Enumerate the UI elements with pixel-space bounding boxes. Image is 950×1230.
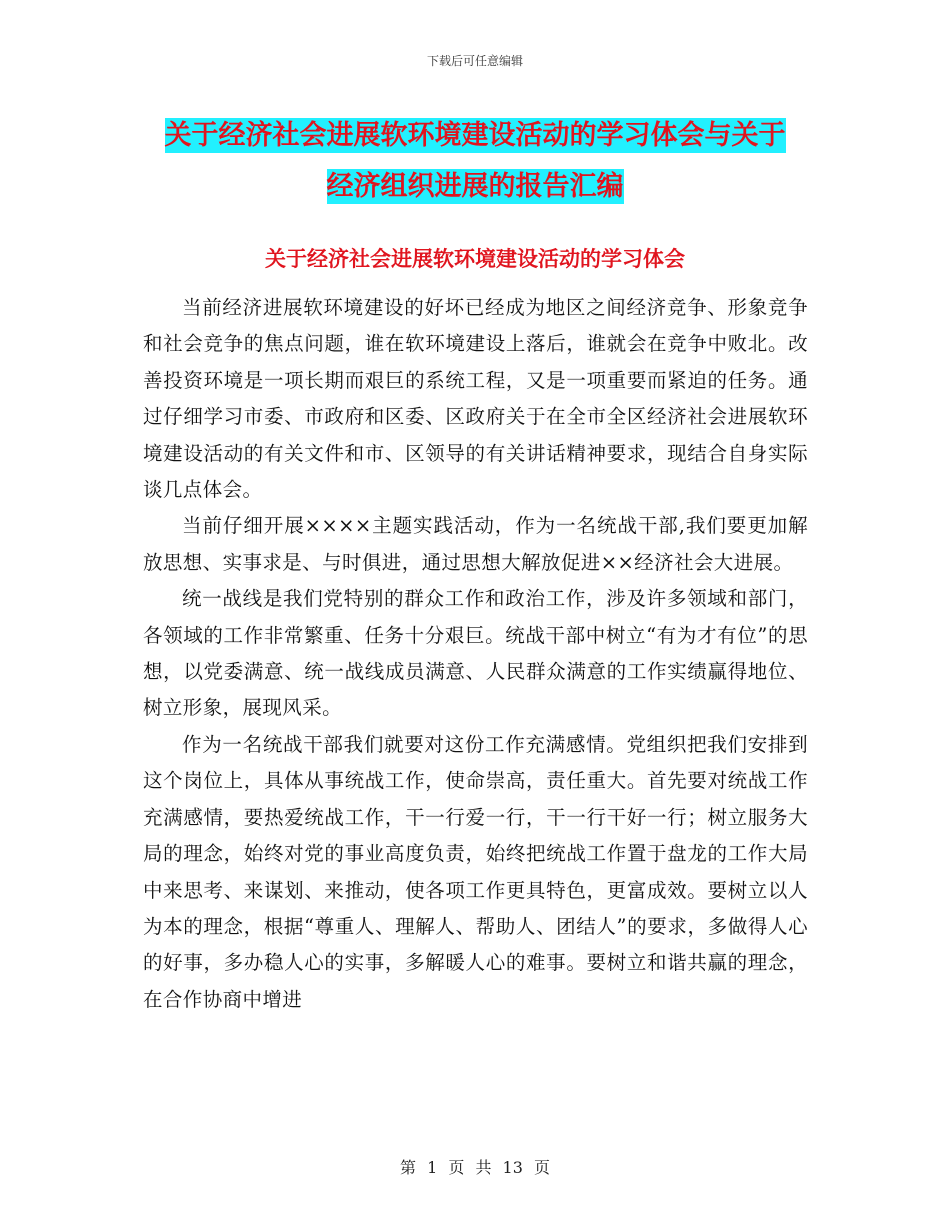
main-title-line-2: 经济组织进展的报告汇编 [326,171,624,202]
header-note: 下载后可任意编辑 [426,54,523,68]
paragraph: 作为一名统战干部我们就要对这份工作充满感情。党组织把我们安排到这个岗位上，具体从事统战工作，使命崇高，责任重大。首先要对统战工作充满感情，要热爱统战工作，干一行爱一行，干一行干好一行；树立服务大局的理念，始终对党的事业高度负责，始终把统战工作置于盘龙的工作大局中来思考、来谋划、来推动，使各项工作更具特色，更富成效。要树立以人为本的理念，根据“尊重人、理解人、帮助人、团结人”的要求，多做得人心的好事，多办稳人心的实事，多解暖人心的难事。要树立和谐共赢的理念，在合作协商中增进 [143,732,808,1011]
section-title: 关于经济社会进展软环境建设活动的学习体会 [265,247,685,271]
paragraph: 统一战线是我们党特别的群众工作和政治工作，涉及许多领域和部门，各领域的工作非常繁重、任务十分艰巨。统战干部中树立“有为才有位”的思想，以党委满意、统一战线成员满意、人民群众满意的工作实绩赢得地位、树立形象，展现风采。 [143,587,808,720]
main-title-line-1: 关于经济社会进展软环境建设活动的学习体会与关于 [164,120,786,151]
paragraph: 当前仔细开展××××主题实践活动，作为一名统战干部,我们要更加解放思想、实事求是、与时俱进，通过思想大解放促进××经济社会大进展。 [143,514,808,574]
document-body [143,290,808,1018]
document-main-title [140,110,810,212]
page-number-footer: 第 1 页 共 13 页 [400,1158,550,1177]
paragraph: 当前经济进展软环境建设的好坏已经成为地区之间经济竞争、形象竞争和社会竞争的焦点问题，谁在软环境建设上落后，谁就会在竞争中败北。改善投资环境是一项长期而艰巨的系统工程，又是一项重要而紧迫的任务。通过仔细学习市委、市政府和区委、区政府关于在全市全区经济社会进展软环境建设活动的有关文件和市、区领导的有关讲话精神要求，现结合自身实际谈几点体会。 [143,296,808,502]
